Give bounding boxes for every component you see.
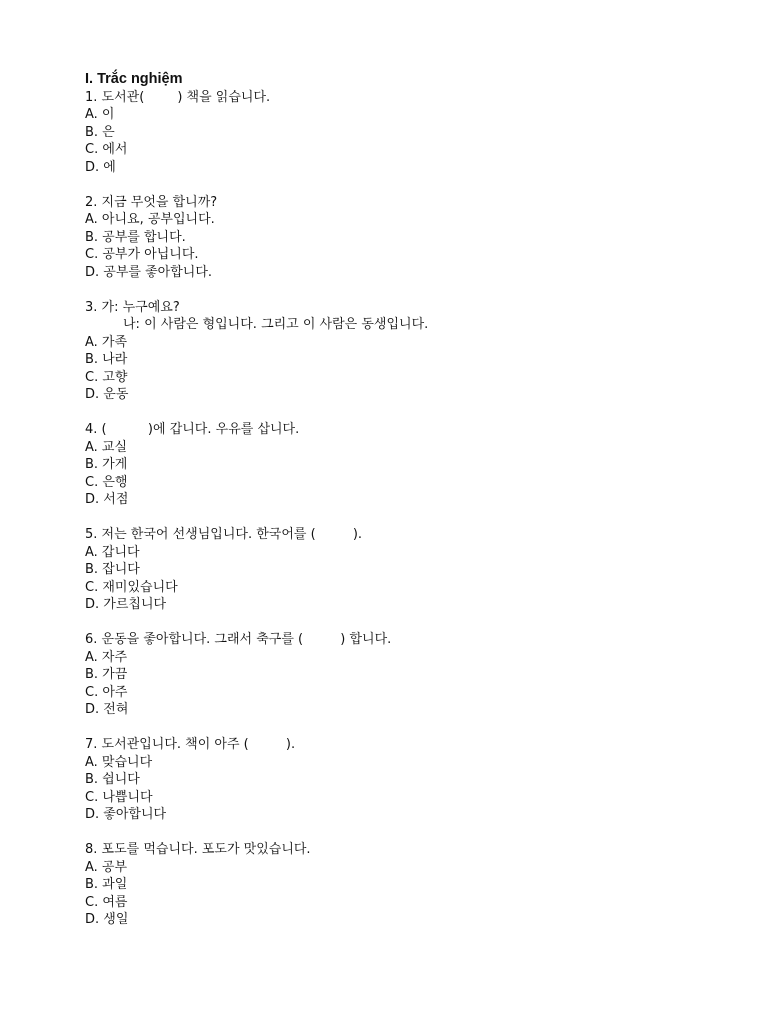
question-text: 8. 포도를 먹습니다. 포도가 맛있습니다.	[85, 842, 311, 857]
question-block	[85, 526, 725, 614]
answer-option: A. 아니요, 공부입니다.	[85, 212, 215, 227]
question-spacer	[85, 509, 725, 527]
question-spacer	[85, 404, 725, 422]
answer-option: C. 에서	[85, 142, 128, 157]
answer-option: B. 은	[85, 124, 115, 140]
question-text: 1. 도서관( ) 책을 읽습니다.	[85, 89, 271, 105]
answer-option: A. 맞습니다	[85, 754, 153, 770]
question-block	[85, 841, 725, 929]
answer-option: D. 에	[85, 159, 116, 175]
answer-option: B. 가게	[85, 457, 128, 472]
answer-option: D. 좋아합니다	[85, 807, 167, 822]
answer-option: B. 쉽니다	[85, 772, 140, 787]
answer-option: D. 생일	[85, 912, 129, 927]
answer-option: A. 교실	[85, 439, 128, 455]
question-block	[85, 194, 725, 282]
question-text: 6. 운동을 좋아합니다. 그래서 축구를 ( ) 합니다.	[85, 632, 392, 647]
answer-option: C. 고향	[85, 369, 128, 385]
section-title: I. Trắc nghiệm	[85, 71, 183, 87]
question-spacer	[85, 824, 725, 842]
question-block	[85, 299, 725, 404]
question-text: 4. ( )에 갑니다. 우유를 삽니다.	[85, 422, 300, 437]
answer-option: D. 운동	[85, 387, 129, 402]
question-block	[85, 631, 725, 719]
answer-option: C. 은행	[85, 474, 128, 490]
question-spacer	[85, 281, 725, 299]
answer-option: C. 아주	[85, 684, 128, 700]
answer-option: D. 가르칩니다	[85, 597, 167, 612]
answer-option: A. 자주	[85, 649, 128, 665]
answer-option: D. 서점	[85, 492, 129, 507]
answer-option: B. 공부를 합니다.	[85, 229, 186, 245]
answer-option: D. 전혀	[85, 702, 129, 717]
document-page	[85, 71, 725, 929]
question-list	[85, 89, 725, 929]
answer-option: B. 잡니다	[85, 562, 140, 577]
answer-option: C. 재미있습니다	[85, 579, 178, 595]
answer-option: A. 이	[85, 107, 115, 122]
question-text: 7. 도서관입니다. 책이 아주 ( ).	[85, 737, 296, 752]
answer-option: B. 과일	[85, 877, 128, 892]
question-spacer	[85, 614, 725, 632]
answer-option: D. 공부를 좋아합니다.	[85, 264, 213, 280]
answer-option: C. 여름	[85, 894, 128, 910]
question-spacer	[85, 176, 725, 194]
question-text: 5. 저는 한국어 선생님입니다. 한국어를 ( ).	[85, 527, 363, 542]
question-block	[85, 89, 725, 177]
question-block	[85, 421, 725, 509]
answer-option: A. 갑니다	[85, 544, 140, 560]
question-text: 2. 지금 무엇을 합니까?	[85, 194, 218, 210]
answer-option: C. 공부가 아닙니다.	[85, 247, 199, 262]
answer-option: C. 나쁩니다	[85, 789, 153, 805]
question-block	[85, 736, 725, 824]
question-spacer	[85, 719, 725, 737]
question-text: 3. 가: 누구예요?	[85, 299, 180, 315]
answer-option: A. 가족	[85, 334, 128, 350]
answer-option: B. 가끔	[85, 667, 128, 682]
answer-option: B. 나라	[85, 352, 128, 367]
answer-option: A. 공부	[85, 859, 128, 875]
question-text-continued: 나: 이 사람은 형입니다. 그리고 이 사람은 동생입니다.	[123, 317, 429, 332]
